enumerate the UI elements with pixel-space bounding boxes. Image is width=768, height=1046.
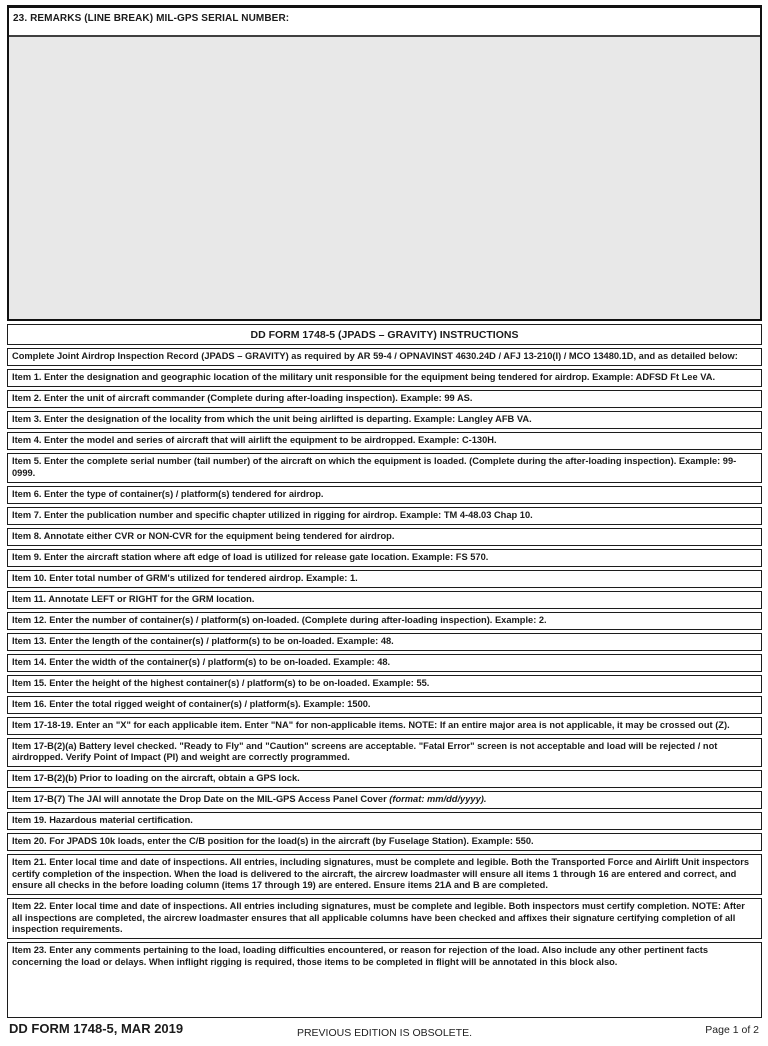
instruction-row [7, 369, 762, 387]
instruction-row [7, 390, 762, 408]
instructions-list [7, 348, 762, 1018]
instruction-row [7, 528, 762, 546]
instruction-text: Item 19. Hazardous material certification. [12, 815, 193, 825]
instruction-row [7, 453, 762, 483]
instruction-text: Item 11. Annotate LEFT or RIGHT for the GRM location. [12, 593, 255, 604]
instruction-row [7, 549, 762, 567]
instruction-row [7, 633, 762, 651]
instruction-text: Item 9. Enter the aircraft station where aft edge of load is utilized for release gate location. Example: FS 570. [12, 551, 489, 562]
instruction-text: Item 6. Enter the type of container(s) / platform(s) tendered for airdrop. [12, 488, 324, 499]
instruction-row [7, 486, 762, 504]
instruction-row [7, 696, 762, 714]
instruction-text: Item 15. Enter the height of the highest container(s) / platform(s) to be on-loaded. Example: 55. [12, 677, 430, 688]
instruction-text: Item 22. Enter local time and date of inspections. All entries including signatures, must be complete and legible. Both inspectors must certify completion. NOTE: After all inspections are completed, the aircrew loadmaster ensures that all applicable columns have been checked and affixes their signature certifying completion of all inspection requirements. [12, 901, 745, 934]
instruction-text: Item 16. Enter the total rigged weight of container(s) / platform(s). Example: 1500. [12, 698, 371, 709]
instruction-row [7, 411, 762, 429]
instruction-row [7, 854, 762, 895]
instruction-row [7, 675, 762, 693]
instruction-row [7, 898, 762, 939]
instruction-text: Item 20. For JPADS 10k loads, enter the C/B position for the load(s) in the aircraft (by Fuselage Station). Example: 550. [12, 836, 534, 846]
instruction-row [7, 654, 762, 672]
instruction-text: Item 7. Enter the publication number and specific chapter utilized in rigging for airdrop. Example: TM 4-48.03 Chap 10. [12, 509, 533, 520]
instruction-text: Item 8. Annotate either CVR or NON-CVR for the equipment being tendered for airdrop. [12, 530, 395, 541]
instruction-row [7, 770, 762, 788]
instruction-row [7, 833, 762, 851]
instruction-row [7, 432, 762, 450]
instruction-row [7, 507, 762, 525]
remarks-label: 23. REMARKS (LINE BREAK) MIL-GPS SERIAL NUMBER: [9, 8, 760, 37]
instruction-row [7, 570, 762, 588]
instruction-text: Item 10. Enter total number of GRM's utilized for tendered airdrop. Example: 1. [12, 572, 358, 583]
page-indicator: Page 1 of 2 [705, 1024, 759, 1036]
instruction-text: Item 3. Enter the designation of the locality from which the unit being airlifted is departing. Example: Langley AFB VA. [12, 414, 532, 424]
instruction-text: Item 13. Enter the length of the container(s) / platform(s) to be on-loaded. Example: 48. [12, 635, 394, 646]
instruction-row [7, 812, 762, 830]
instruction-row [7, 591, 762, 609]
instruction-text: Item 4. Enter the model and series of aircraft that will airlift the equipment to be airdropped. Example: C-130H. [12, 435, 497, 445]
instruction-text: Item 17-B(7) The JAI will annotate the Drop Date on the MIL-GPS Access Panel Cover [12, 794, 390, 804]
instructions-title: DD FORM 1748-5 (JPADS – GRAVITY) INSTRUCTIONS [7, 324, 762, 345]
instruction-text: Item 21. Enter local time and date of inspections. All entries, including signatures, must be complete and legible. Both the Transported Force and Airlift Unit inspectors certify completion of the inspection. When the load is delivered to the aircraft, the aircrew loadmaster will ensure all items 1 through 16 are entered and correct, and ensure all checks in the before loading column (items 17 through 19) are entered. Ensure items 21A and B are completed. [12, 857, 749, 890]
remarks-input-area[interactable] [9, 37, 760, 319]
instruction-row [7, 942, 762, 1018]
instruction-text: Item 23. Enter any comments pertaining to the load, loading difficulties encountered, or reason for rejection of the load. Also include any other pertinent facts concerning the load or delays. When inflight rigging is required, those items to be completed in flight will be annotated in this block also. [12, 945, 709, 967]
page-footer [7, 1020, 762, 1046]
instruction-text: Item 17-B(2)(b) Prior to loading on the aircraft, obtain a GPS lock. [12, 773, 300, 783]
instruction-text: Item 17-18-19. Enter an "X" for each applicable item. Enter "NA" for non-applicable items. NOTE: If an entire major area is not applicable, it may be crossed out (Z). [12, 719, 730, 730]
instruction-text: Item 12. Enter the number of container(s) / platform(s) on-loaded. (Complete during after-loading inspection). Example: 2. [12, 614, 547, 625]
instruction-text: Item 14. Enter the width of the container(s) / platform(s) to be on-loaded. Example: 48. [12, 656, 391, 667]
instruction-text: Item 17-B(2)(a) Battery level checked. "Ready to Fly" and "Caution" screens are acceptable. "Fatal Error" screen is not acceptable and load will be rejected / not airdropped. Verify Point of Impact (PI) and weight are correctly programmed. [12, 740, 718, 762]
edition-note: PREVIOUS EDITION IS OBSOLETE. [296, 1027, 473, 1039]
instruction-text: Item 5. Enter the complete serial number (tail number) of the aircraft on which the equipment is loaded. (Complete during the after-loading inspection). Example: 99-0999. [12, 456, 737, 478]
remarks-section [7, 5, 762, 321]
form-number: DD FORM 1748-5, MAR 2019 [9, 1021, 184, 1036]
instruction-text-italic: (format: mm/dd/yyyy). [389, 794, 487, 804]
instruction-row [7, 348, 762, 366]
instruction-row [7, 791, 762, 809]
instruction-row [7, 738, 762, 768]
instruction-row [7, 612, 762, 630]
instruction-text: Complete Joint Airdrop Inspection Record (JPADS – GRAVITY) as required by AR 59-4 / OPNAVINST 4630.24D / AFJ 13-210(I) / MCO 13480.1D, and as detailed below: [12, 351, 738, 361]
instruction-row [7, 717, 762, 735]
instruction-text: Item 1. Enter the designation and geographic location of the military unit responsible for the equipment being tendered for airdrop. Example: ADFSD Ft Lee VA. [12, 372, 716, 382]
instruction-text: Item 2. Enter the unit of aircraft commander (Complete during after-loading inspection). Example: 99 AS. [12, 393, 473, 403]
